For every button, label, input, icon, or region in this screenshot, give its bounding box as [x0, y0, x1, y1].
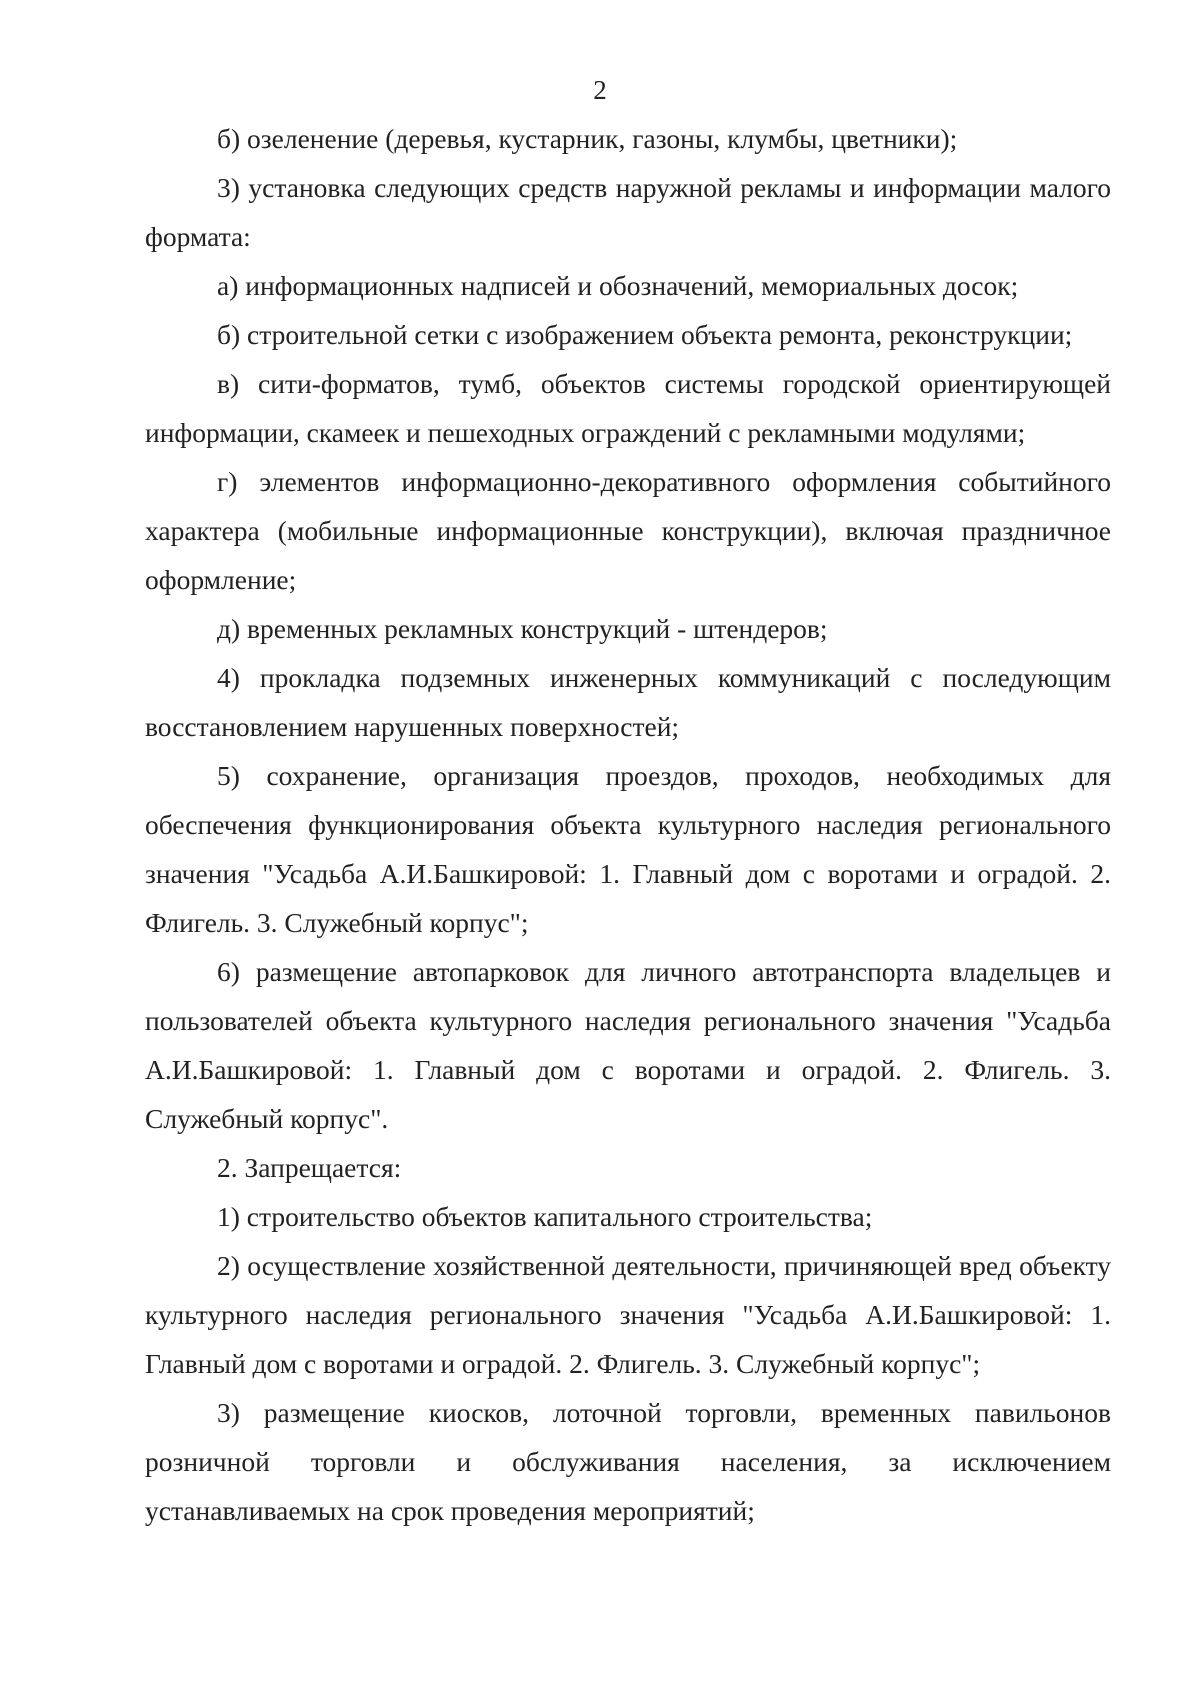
paragraph: 4) прокладка подземных инженерных коммуникаций с последующим восстановлением нарушенных поверхностей;: [145, 662, 1111, 742]
paragraph: а) информационных надписей и обозначений, мемориальных досок;: [217, 270, 1019, 301]
paragraph: д) временных рекламных конструкций - штендеров;: [217, 613, 828, 644]
document-body: [145, 114, 1111, 1535]
paragraph: 5) сохранение, организация проездов, проходов, необходимых для обеспечения функционирования объекта культурного наследия регионального значения "Усадьба А.И.Башкировой: 1. Главный дом с воротами и оградой. 2. Флигель. 3. Служебный корпус";: [145, 760, 1111, 938]
paragraph: 3) размещение киосков, лоточной торговли, временных павильонов розничной торговли и обслуживания населения, за исключением устанавливаемых на срок проведения мероприятий;: [145, 1397, 1111, 1526]
paragraph: 2. Запрещается:: [217, 1152, 402, 1183]
paragraph: 1) строительство объектов капитального строительства;: [217, 1201, 873, 1232]
paragraph: 2) осуществление хозяйственной деятельности, причиняющей вред объекту культурного наследия регионального значения "Усадьба А.И.Башкировой: 1. Главный дом с воротами и оградой. 2. Флигель. 3. Служебный корпус";: [145, 1250, 1111, 1379]
paragraph: б) строительной сетки с изображением объекта ремонта, реконструкции;: [217, 319, 1073, 350]
paragraph: 3) установка следующих средств наружной рекламы и информации малого формата:: [145, 172, 1111, 252]
paragraph: в) сити-форматов, тумб, объектов системы городской ориентирующей информации, скамеек и пешеходных ограждений с рекламными модулями;: [145, 368, 1111, 448]
paragraph: б) озеленение (деревья, кустарник, газоны, клумбы, цветники);: [217, 123, 958, 154]
paragraph: г) элементов информационно-декоративного оформления событийного характера (мобильные информационные конструкции), включая праздничное оформление;: [145, 466, 1111, 595]
page-number: 2: [593, 75, 607, 105]
paragraph: 6) размещение автопарковок для личного автотранспорта владельцев и пользователей объекта культурного наследия регионального значения "Усадьба А.И.Башкировой: 1. Главный дом с воротами и оградой. 2. Флигель. 3. Служебный корпус".: [145, 956, 1111, 1134]
